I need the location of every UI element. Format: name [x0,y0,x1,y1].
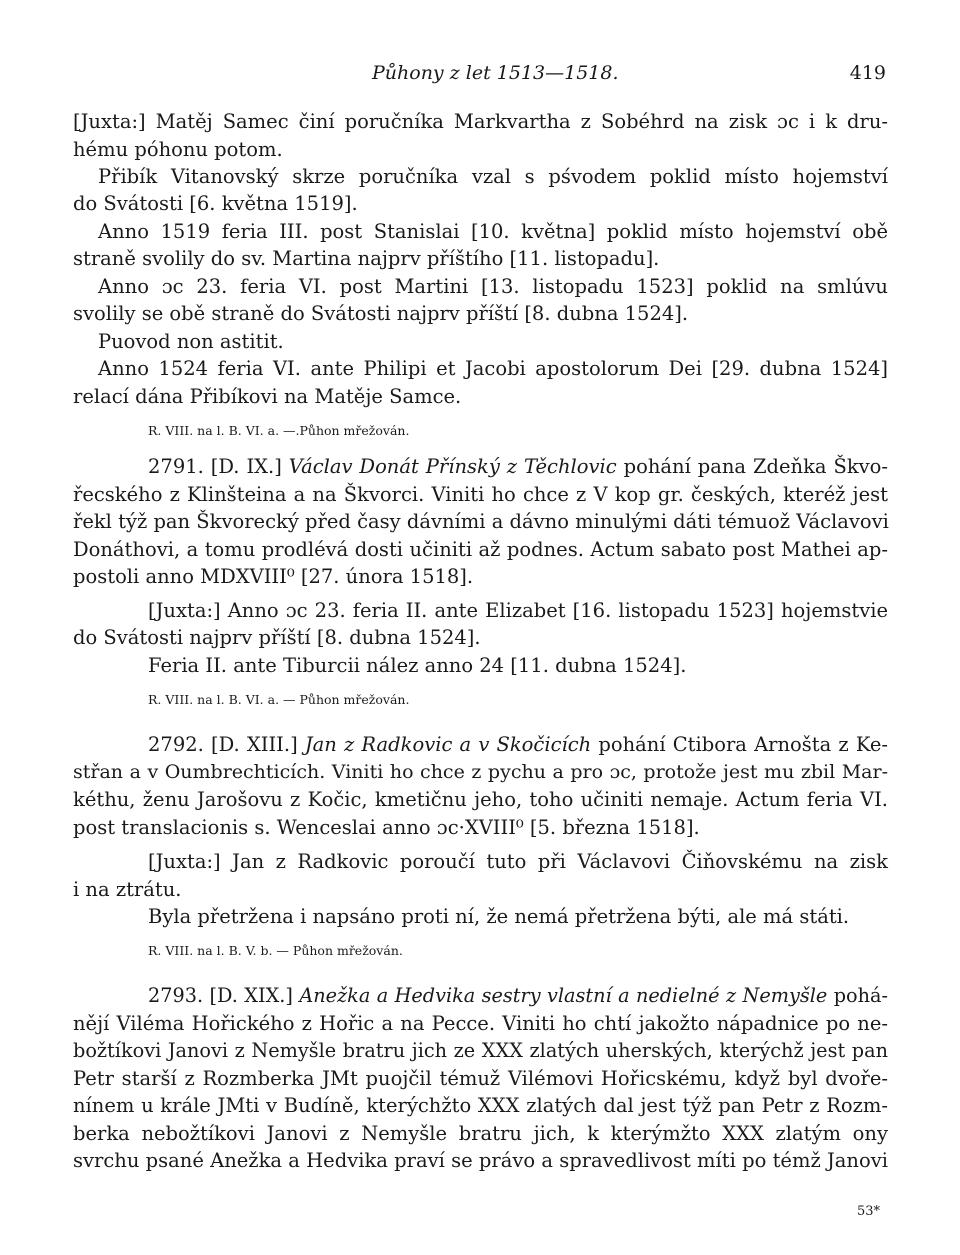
text-line [73,108,888,135]
text-run: nějí Viléma Hořického z Hořic a na Pecce. Viniti ho chtí jakožto nápadnice po ne- [73,1012,888,1035]
text-run: pohání Ctibora Arnošta z Ke- [591,733,889,756]
text-line [98,163,888,190]
text-run: i na ztrátu. [73,878,182,901]
page-number: 419 [849,62,886,84]
text-run: berka nebožtíkovi Janovi z Nemyšle bratru jich, k kterýmžto XXX zlatým ony [73,1122,888,1145]
text-run: řecského z Klinšteina a na Škvorci. Viniti ho chce z V kop gr. českých, kteréž jest [73,483,888,506]
text-line [148,982,888,1009]
text-run: do Svátosti najprv příští [8. dubna 1524]. [73,626,481,649]
text-run: řekl týž pan Škvorecký před časy dávními a dávno minulými dáti témuož Václavovi [73,510,889,533]
text-line [73,508,888,535]
text-run: R. VIII. na l. B. V. b. — Půhon mřežován. [148,943,403,958]
text-line [73,1147,888,1174]
signature-mark: 53* [856,1204,880,1219]
text-line [98,355,888,382]
text-run: Puovod non astitit. [98,330,284,353]
text-run: nínem u krále JMti v Budíně, kterýchžto XXX zlatých dal jest týž pan Petr z Rozm- [73,1094,888,1117]
text-run: svolily se obě straně do Svátosti najprv příští [8. dubna 1524]. [73,302,689,325]
text-run: post translacionis s. Wenceslai anno ɔc·XVIII⁰ [5. března 1518]. [73,816,700,839]
text-run: kéthu, ženu Jarošovu z Kočic, kmetičnu jeho, toho učiniti nemaje. Actum feria VI. [73,788,888,811]
text-line [73,786,888,813]
italic-name: Jan z Radkovic a v Skočicích [304,733,592,756]
running-header-title: Půhony z let 1513—1518. [372,62,619,84]
text-line [73,245,888,272]
text-run: Anno ɔc 23. feria VI. post Martini [13. listopadu 1523] poklid na smlúvu [98,275,888,298]
text-run: Donáthovi, a tomu prodlévá dosti učiniti až podnes. Actum sabato post Mathei ap- [73,538,888,561]
text-line [148,903,888,930]
text-run: střan a v Oumbrechticích. Viniti ho chce z pychu a pro ɔc, protože jest mu zbil Mar- [73,761,888,783]
text-run: relací dána Přibíkovi na Matěje Samce. [73,385,462,408]
text-run: [Juxta:] Anno ɔc 23. feria II. ante Elizabet [16. listopadu 1523] hojemstvie [148,599,888,622]
text-line [148,597,888,624]
text-line [73,383,888,410]
text-line [73,814,888,841]
text-line [148,937,888,964]
text-run: Petr starší z Rozmberka JMt puojčil témuž Vilémovi Hořicskému, když byl dvoře- [73,1067,888,1090]
text-line [73,190,888,217]
italic-name: Anežka a Hedvika sestry vlastní a nedielné z Nemyšle [299,984,828,1007]
text-run: postoli anno MDXVIII⁰ [27. února 1518]. [73,565,474,588]
text-line [73,300,888,327]
text-run: hému póhonu potom. [73,138,283,161]
text-run: R. VIII. na l. B. VI. a. —.Půhon mřežován. [148,423,410,438]
text-line [98,273,888,300]
text-run: Anno 1519 feria III. post Stanislai [10. května] poklid místo hojemství obě [98,220,888,243]
text-run: svrchu psané Anežka a Hedvika praví se právo a spravedlivost míti po témž Janovi [73,1149,888,1172]
text-line [148,848,888,875]
text-run: 2791. [D. IX.] [148,455,289,478]
text-line [73,1120,888,1147]
text-run: Přibík Vitanovský skrze poručníka vzal s pśvodem poklid místo hojemství [98,165,888,188]
text-run: R. VIII. na l. B. VI. a. — Půhon mřežován. [148,692,410,707]
text-run: pohání pana Zdeňka Škvo- [616,455,889,478]
text-run: do Svátosti [6. května 1519]. [73,192,358,215]
text-line [148,686,888,713]
text-line [73,136,888,163]
text-run: [Juxta:] Jan z Radkovic poroučí tuto při Václavovi Čiňovskému na zisk [148,850,888,873]
text-line [73,1065,888,1092]
text-run: Byla přetržena i napsáno proti ní, že nemá přetržena býti, ale má státi. [148,905,850,928]
text-line [73,759,888,786]
text-run: božtíkovi Janovi z Nemyšle bratru jich ze XXX zlatých uherských, kterýchž jest pan [73,1039,888,1062]
text-line [98,328,888,355]
text-line [73,536,888,563]
italic-name: Václav Donát Přínský z Těchlovic [288,455,617,478]
text-line [148,652,888,679]
text-line [148,731,888,758]
text-line [148,453,888,480]
text-line [73,1092,888,1119]
text-line [73,1037,888,1064]
text-line [148,417,888,444]
text-run: [Juxta:] Matěj Samec činí poručníka Markvartha z Sobéhrd na zisk ɔc i k dru- [73,110,888,133]
text-line [73,1010,888,1037]
text-line [73,563,888,590]
text-line [73,876,888,903]
text-run: 2792. [D. XIII.] [148,733,305,756]
text-run: Feria II. ante Tiburcii nález anno 24 [11. dubna 1524]. [148,654,687,677]
text-run: straně svolily do sv. Martina najprv příštího [11. listopadu]. [73,247,660,270]
text-run: Anno 1524 feria VI. ante Philipi et Jacobi apostolorum Dei [29. dubna 1524] [98,357,888,380]
text-line [98,218,888,245]
text-run: pohá- [827,984,888,1007]
text-line [73,624,888,651]
text-line [73,481,888,508]
text-run: 2793. [D. XIX.] [148,984,300,1007]
